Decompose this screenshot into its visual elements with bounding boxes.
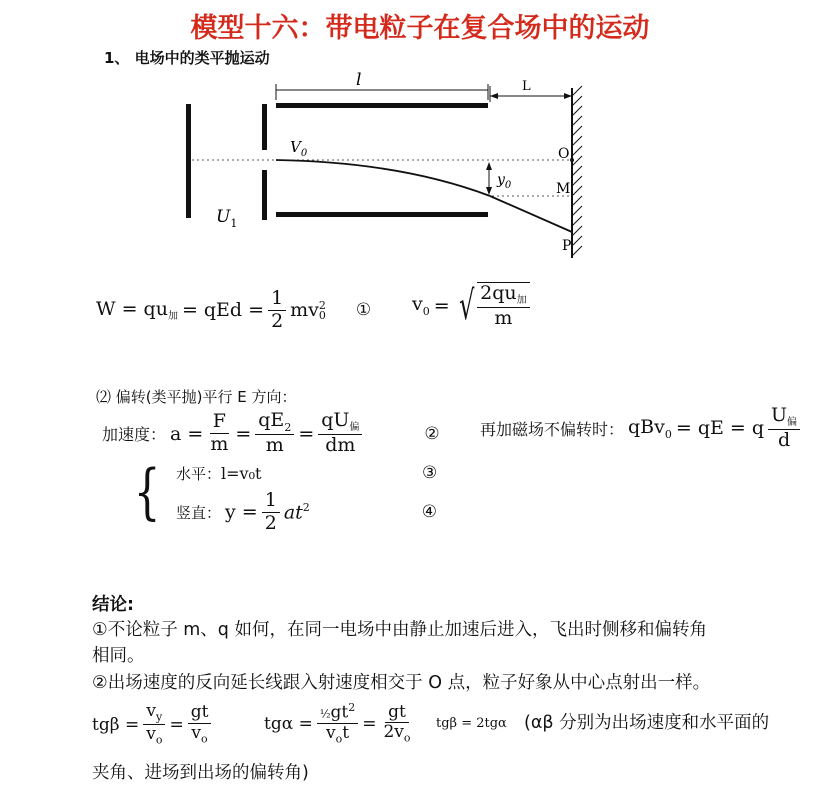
label-v0: $V_0$: [290, 138, 308, 159]
conclusion-tail-1: (αβ 分别为出场速度和水平面的: [524, 713, 770, 733]
page-title: 模型十六：带电粒子在复合场中的运动: [190, 13, 650, 44]
conclusion-line-3: ②出场速度的反向延长线跟入射速度相交于 O 点，粒子好象从中心点射出一样。: [92, 673, 711, 693]
trajectory-curve: [276, 160, 490, 196]
conclusion-tail-2: 夹角、进场到出场的偏转角): [92, 763, 309, 783]
deflection-diagram: [0, 0, 840, 300]
acceleration-equation: 加速度： a = $\frac{F}{m}$ = $\frac{qE_2}{m}$ = $\frac{qU_偏}{dm}$ ②: [102, 409, 440, 457]
section-1-heading: 1、 电场中的类平抛运动: [104, 49, 270, 67]
tan-alpha-equation: tgα = $\frac{\frac{1}{2}gt^2}{v_ot}$ = $\frac{gt}{2v_o}$: [264, 701, 411, 746]
accelerating-plate-left: [186, 104, 191, 218]
section-2-heading: ⑵ 偏转(类平抛)平行 E 方向：: [96, 388, 297, 406]
conclusion-line-2: 相同。: [92, 646, 145, 666]
label-M: M: [556, 181, 571, 197]
accelerating-plate-right-bottom: [262, 170, 267, 220]
accelerating-plate-right-top: [262, 104, 267, 150]
equation-number-2: ②: [424, 423, 440, 444]
conclusion-heading: 结论:: [92, 595, 134, 615]
equation-number-4: ④: [421, 502, 438, 523]
screen-hatch: [572, 86, 582, 256]
equation-number-3: ③: [422, 463, 438, 483]
equation-number-1: ①: [355, 300, 372, 321]
vertical-motion: 竖直： y = $\frac{1}{2}$ $at^2$ ④: [176, 489, 438, 534]
label-O: O: [558, 146, 570, 162]
v0-equation: $v_0$ = √ $\frac{2qu_加}{m}$: [412, 282, 530, 329]
label-P: P: [562, 238, 572, 254]
label-y0: $y_0$: [497, 172, 512, 191]
deflecting-plate-bottom: [276, 212, 488, 217]
brace: {: [133, 457, 161, 527]
magnetic-balance-equation: 再加磁场不偏转时： qBv$_0$ = qE = q $\frac{U_偏}{d}$: [480, 405, 800, 451]
tan-beta-equation: tgβ = $\frac{v_y}{v_o}$ = $\frac{gt}{v_o}$: [92, 702, 211, 747]
energy-equation: $W = qu_加$ = qEd = $\frac{1}{2}$ mv 2 0 ①: [96, 287, 372, 332]
tan-relation: tgβ = 2tgα: [436, 716, 507, 731]
deflecting-plate-top: [276, 103, 488, 108]
conclusion-line-1: ①不论粒子 m、q 如何，在同一电场中由静止加速后进入，飞出时侧移和偏转角: [92, 620, 707, 640]
horizontal-motion: 水平：l=v₀t ③: [176, 463, 438, 483]
label-U1: $U_1$: [216, 207, 238, 230]
label-L: L: [522, 79, 531, 94]
exit-ray: [490, 196, 572, 232]
label-l: l: [356, 70, 362, 90]
